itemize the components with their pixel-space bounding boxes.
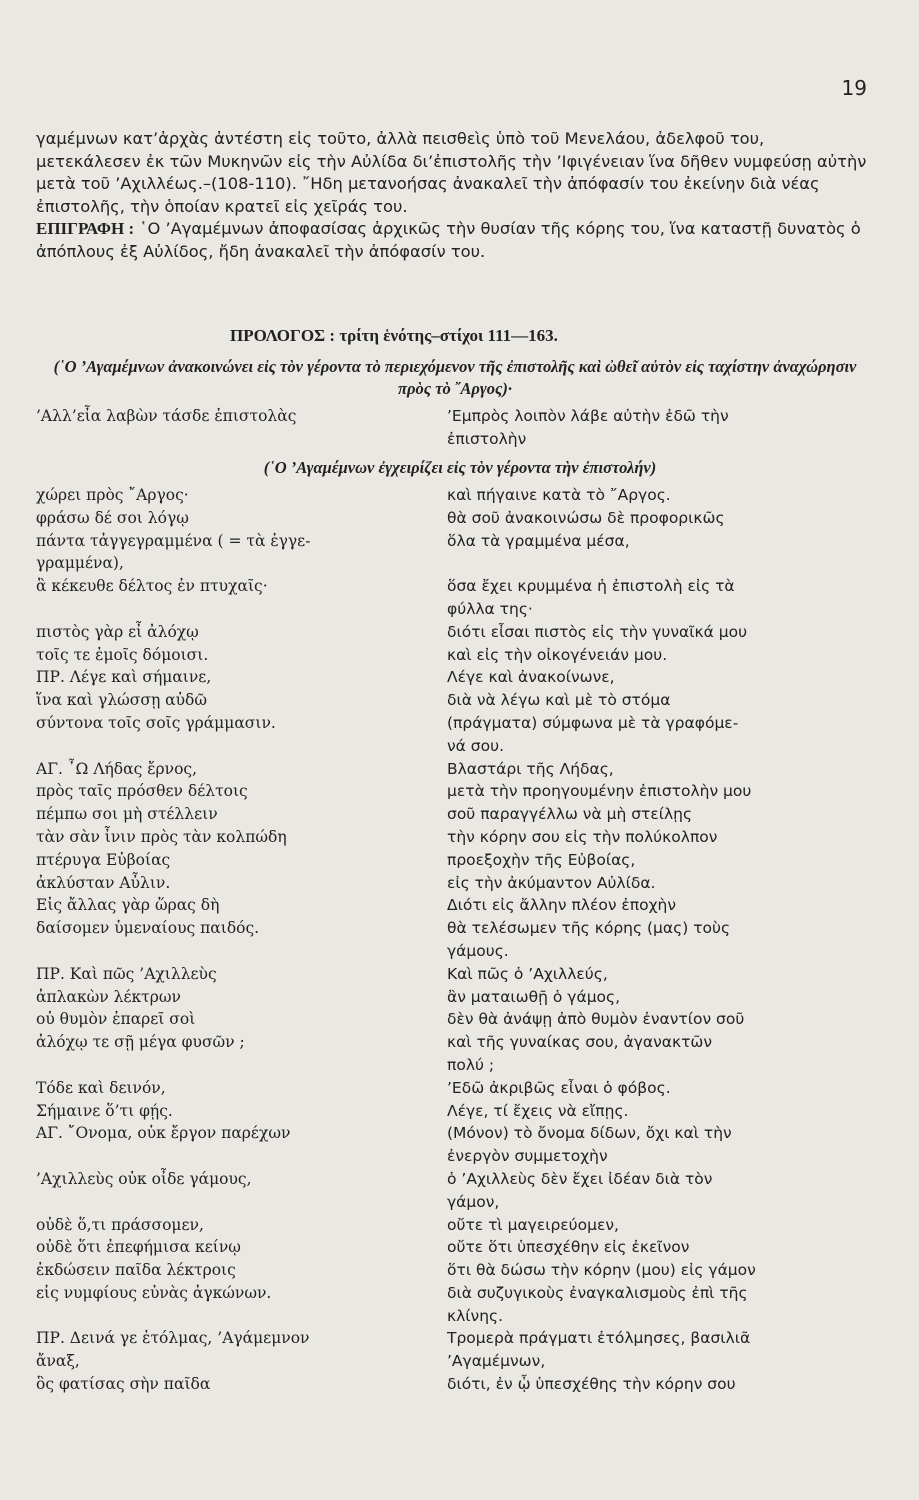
page-number: 19 [841, 76, 867, 100]
greek-verse-line: οὐ θυμὸν ἐπαρεῖ σοὶ [36, 1010, 196, 1029]
greek-verse-line: ὃς φατίσας σὴν παῖδα [36, 1375, 211, 1394]
translation-line: (Μόνον) τὸ ὄνομα δίδων, ὄχι καὶ τὴν [447, 1124, 732, 1143]
translation-line: γάμους. [447, 941, 509, 960]
translation-line: καὶ εἰς τὴν οἰκογένειάν μου. [447, 645, 668, 664]
greek-verse-line: πάντα τἀγγεγραμμένα ( = τὰ ἐγγε- [36, 531, 311, 550]
greek-verse-line: πτέρυγα Εὐβοίας [36, 850, 171, 869]
greek-verse-line: τοῖς τε ἐμοῖς δόμοισι. [36, 645, 209, 664]
stage-direction-2: (῾Ο ’Αγαμέμνων ἐγχειρίζει εἰς τὸν γέροντα τὴν ἐπιστολήν) [263, 458, 657, 477]
greek-verse-line: σύντονα τοῖς σοῖς γράμμασιν. [36, 713, 276, 732]
translation-line: σοῦ παραγγέλλω νὰ μὴ στείλῃς [447, 805, 693, 824]
greek-text-column-1 [36, 405, 416, 428]
greek-verse-line: χώρει πρὸς ῎Αργος· [36, 486, 189, 504]
translation-line: Διότι εἰς ἄλλην πλέον ἐποχὴν [447, 896, 677, 915]
translation-line: ὅλα τὰ γραμμένα μέσα, [447, 531, 630, 550]
translation-line [447, 552, 877, 575]
translation-line: ’Εδῶ ἀκριβῶς εἶναι ὁ φόβος. [447, 1078, 671, 1097]
translation-line: Καὶ πῶς ὁ ’Αχιλλεύς, [447, 964, 608, 983]
greek-verse-line: γραμμένα), [36, 554, 124, 573]
translation-line: καὶ τῆς γυναίκας σου, ἀγανακτῶν [447, 1033, 713, 1052]
greek-verse-line: ἃ κέκευθε δέλτος ἐν πτυχαῖς· [36, 577, 268, 596]
greek-verse-line [36, 940, 416, 963]
translation-line: θὰ σοῦ ἀνακοινώσω δὲ προφορικῶς [447, 508, 725, 527]
greek-verse-line [36, 598, 416, 621]
greek-verse-line: πρὸς ταῖς πρόσθεν δέλτοις [36, 782, 248, 801]
greek-verse-line: ἐκδώσειν παῖδα λέκτροις [36, 1261, 236, 1280]
translation-line: εἰς τὴν ἀκύμαντον Αὐλίδα. [447, 873, 656, 892]
greek-verse-line [36, 1145, 416, 1168]
translation-line: προεξοχὴν τῆς Εὐβοίας, [447, 850, 636, 869]
translation-line: γάμον, [447, 1192, 500, 1211]
greek-verse-line: ἄναξ, [36, 1352, 80, 1371]
translation-line: οὔτε ὅτι ὑπεσχέθην εἰς ἐκεῖνον [447, 1238, 690, 1257]
greek-verse-line [36, 1191, 416, 1214]
translation-line: ἂν ματαιωθῇ ὁ γάμος, [447, 987, 621, 1006]
greek-verse-line: ’Αχιλλεὺς οὐκ οἶδε γάμους, [36, 1169, 252, 1188]
translation-line: δὲν θὰ ἀνάψῃ ἀπὸ θυμὸν ἐναντίον σοῦ [447, 1010, 745, 1029]
greek-verse-line: εἰς νυμφίους εὐνὰς ἀγκώνων. [36, 1283, 272, 1302]
translation-line: νά σου. [447, 736, 505, 755]
translation-line: Τρομερὰ πράγματι ἐτόλμησες, βασιλιᾶ [447, 1329, 751, 1348]
prologue-heading: ΠΡΟΛΟΓΟΣ : τρίτη ἑνότης–στίχοι 111—163. [230, 326, 558, 345]
translation-column-2 [447, 484, 877, 1396]
greek-verse-line: ἵνα καὶ γλώσσῃ αὐδῶ [36, 691, 208, 710]
translation-line: ’Εμπρὸς λοιπὸν λάβε αὐτὴν ἐδῶ τὴν [447, 407, 729, 425]
translation-column-1 [447, 405, 877, 451]
translation-line: φύλλα της· [447, 599, 533, 618]
translation-line: διὰ νὰ λέγω καὶ μὲ τὸ στόμα [447, 691, 671, 710]
stage-direction-1: (῾Ο ’Αγαμέμνων ἀνακοινώνει εἰς τὸν γέροντα τὸ περιεχόμενον τῆς ἐπιστολῆς καὶ ὠθεῖ αὐτὸν εἰς ταχίστην ἀναχώρησιν πρὸς τὸ ῎Αργος)· [53, 357, 857, 398]
translation-line: κλίνης. [447, 1306, 504, 1325]
greek-verse-line: φράσω δέ σοι λόγῳ [36, 508, 189, 527]
greek-verse-line: δαίσομεν ὑμεναίους παιδός. [36, 919, 260, 938]
translation-line: ἐπιστολὴν [447, 429, 527, 448]
translation-line: ὁ ’Αχιλλεὺς δὲν ἔχει ἰδέαν διὰ τὸν [447, 1169, 713, 1188]
greek-verse-line: ΠΡ. Καὶ πῶς ’Αχιλλεὺς [36, 964, 217, 983]
greek-verse-line: Εἰς ἄλλας γὰρ ὥρας δὴ [36, 896, 220, 915]
greek-verse-line: οὐδὲ ὅτι ἐπεφήμισα κείνῳ [36, 1238, 241, 1257]
translation-line: διὰ συζυγικοὺς ἐναγκαλισμοὺς ἐπὶ τῆς [447, 1283, 748, 1302]
greek-verse-line: Σήμαινε ὅ’τι φῄς. [36, 1101, 173, 1120]
translation-line: ’Αγαμέμνων, [447, 1352, 546, 1371]
translation-line: διότι, ἐν ᾧ ὑπεσχέθης τὴν κόρην σου [447, 1375, 736, 1394]
greek-verse-line [36, 1305, 416, 1328]
epigraph-label: ΕΠΙΓΡΑΦΗ : [36, 219, 135, 238]
introduction-text [36, 128, 874, 263]
greek-verse-line: Τόδε καὶ δεινόν, [36, 1078, 166, 1097]
translation-line: Λέγε, τί ἔχεις νὰ εἴπῃς. [447, 1101, 629, 1120]
translation-line: Βλαστάρι τῆς Λήδας, [447, 759, 614, 778]
greek-verse-line: ἀλόχῳ τε σῇ μέγα φυσῶν ; [36, 1033, 245, 1052]
translation-line: μετὰ τὴν προηγουμένην ἐπιστολὴν μου [447, 782, 752, 801]
epigraph [36, 218, 874, 263]
translation-line: ὅτι θὰ δώσω τὴν κόρην (μου) εἰς γάμον [447, 1261, 756, 1280]
greek-verse-line: οὐδὲ ὅ,τι πράσσομεν, [36, 1215, 204, 1234]
translation-line: Λέγε καὶ ἀνακοίνωνε, [447, 668, 615, 687]
epigraph-text: ῾Ο ’Αγαμέμνων ἀποφασίσας ἀρχικῶς τὴν θυσίαν τῆς κόρης του, ἵνα καταστῇ δυνατὸς ὁ ἀπόπλους ἐξ Αὐλίδος, ἤδη ἀνακαλεῖ τὴν ἀπόφασίν του. [36, 219, 861, 261]
greek-verse-line: ΑΓ. ῎Ονομα, οὐκ ἔργον παρέχων [36, 1124, 291, 1143]
translation-line: οὔτε τὶ μαγειρεύομεν, [447, 1215, 619, 1234]
greek-verse-line: ΑΓ. ῏Ω Λήδας ἔρνος, [36, 759, 198, 778]
translation-line: θὰ τελέσωμεν τῆς κόρης (μας) τοὺς [447, 919, 731, 938]
greek-verse-line: πέμπω σοι μὴ στέλλειν [36, 805, 218, 824]
greek-verse-line [36, 1054, 416, 1077]
translation-line: τὴν κόρην σου εἰς τὴν πολύκολπον [447, 827, 718, 846]
translation-line: (πράγματα) σύμφωνα μὲ τὰ γραφόμε- [447, 713, 739, 732]
translation-line: πολύ ; [447, 1055, 495, 1074]
greek-verse-line: τὰν σὰν ἶνιν πρὸς τὰν κολπώδη [36, 827, 287, 846]
translation-line: ἐνεργὸν συμμετοχὴν [447, 1147, 608, 1166]
intro-paragraph: γαμέμνων κατ’ἀρχὰς ἀντέστη εἰς τοῦτο, ἀλλὰ πεισθεὶς ὑπὸ τοῦ Μενελάου, ἀδελφοῦ του, μετεκάλεσεν ἐκ τῶν Μυκηνῶν εἰς τὴν Αὐλίδα δι’ἐπιστολῆς τὴν ’Ιφιγένειαν ἵνα δῆθεν νυμφεύσῃ αὐτὴν μετὰ τοῦ ’Αχιλλέως.–(108-110). ῎Ηδη μετανοήσας ἀνακαλεῖ τὴν ἀπόφασίν του ἐκείνην διὰ νέας ἐπιστολῆς, τὴν ὁποίαν κρατεῖ εἰς χεῖράς του. [36, 129, 867, 216]
greek-verse-line: ’Αλλ’εἶα λαβὼν τάσδε ἐπιστολὰς [36, 407, 297, 425]
greek-verse-line: ἀκλύσταν Αὖλιν. [36, 873, 171, 892]
greek-verse-line: πιστὸς γὰρ εἶ ἀλόχῳ [36, 622, 199, 641]
greek-verse-line: ΠΡ. Δεινά γε ἐτόλμας, ’Αγάμεμνον [36, 1329, 310, 1348]
greek-verse-line: ΠΡ. Λέγε καὶ σήμαινε, [36, 668, 212, 687]
greek-verse-line: ἀπλακὼν λέκτρων [36, 987, 181, 1006]
translation-line: διότι εἶσαι πιστὸς εἰς τὴν γυναῖκά μου [447, 622, 748, 641]
greek-text-column-2 [36, 484, 416, 1396]
translation-line: καὶ πήγαινε κατὰ τὸ ῎Αργος. [447, 486, 671, 504]
greek-verse-line [36, 735, 416, 758]
translation-line: ὅσα ἔχει κρυμμένα ἡ ἐπιστολὴ εἰς τὰ [447, 577, 735, 596]
